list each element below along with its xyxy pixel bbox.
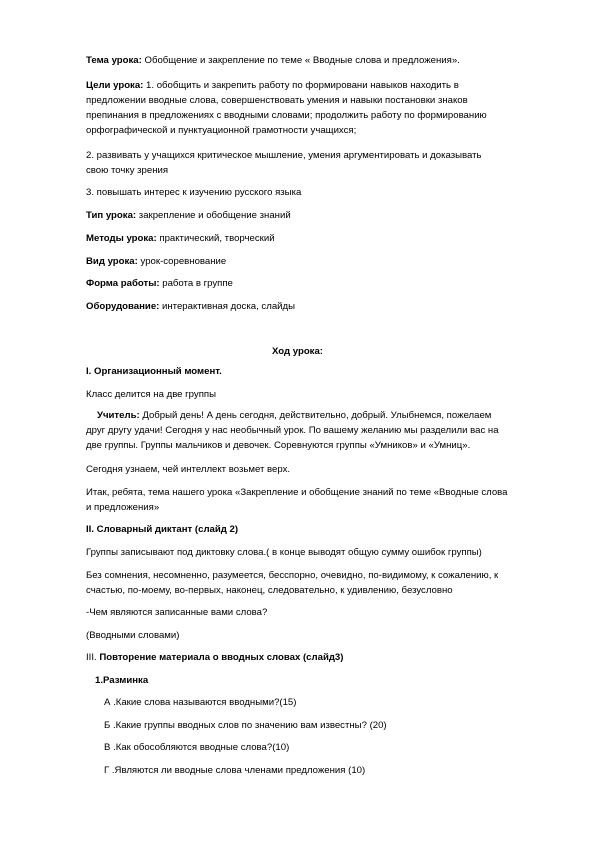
section-2-title: II. Словарный диктант (слайд 2) <box>86 524 239 535</box>
goals-line-1 <box>86 80 459 92</box>
section-3-title <box>86 652 343 664</box>
section-3-prefix: III. <box>86 652 100 663</box>
topic-value: Обобщение и закрепление по теме « Вводные слова и предложения». <box>141 55 460 66</box>
teacher-line-1 <box>97 410 491 422</box>
section-3-title-text: Повторение материала о вводных словах (слайд3) <box>99 652 344 663</box>
question-b: Б .Какие группы вводных слов по значению вам известны? (20) <box>104 720 387 731</box>
methods-value: практический, творческий <box>156 233 275 244</box>
section-1-p4-line-1: Итак, ребята, тема нашего урока «Закрепление и обобщение знаний по теме «Вводные слова <box>86 487 508 498</box>
section-2-words-line-1: Без сомнения, несомненно, разумеется, бесспорно, очевидно, по-видимому, к сожалению, к <box>86 570 499 581</box>
section-1-p1: Класс делится на две группы <box>86 389 216 400</box>
type-line <box>86 210 291 222</box>
topic-line <box>86 55 460 67</box>
section-2-answer: (Вводными словами) <box>86 630 180 641</box>
question-d: Г .Являются ли вводные слова членами предложения (10) <box>104 765 366 776</box>
methods-line <box>86 233 275 245</box>
section-1-p3: Сегодня узнаем, чей интеллект возьмет верх. <box>86 464 291 475</box>
question-c: В .Как обособляются вводные слова?(10) <box>104 742 290 753</box>
goals-text-1: 1. обобщить и закрепить работу по формировани навыков находить в <box>143 80 459 91</box>
type-label: Тип урока: <box>86 210 137 221</box>
equipment-line <box>86 301 295 313</box>
kind-value: урок-соревнование <box>137 256 227 267</box>
goals-line-2: предложении вводные слова, совершенствовать умения и навыки постановки знаков <box>86 95 468 106</box>
type-value: закрепление и обобщение знаний <box>136 210 291 221</box>
teacher-line-3: две группы. Группы мальчиков и девочек. Соревнуются группы «Умников» и «Умниц». <box>86 440 471 451</box>
teacher-label: Учитель: <box>97 410 140 421</box>
section-1-p4-line-2: и предложения» <box>86 502 160 513</box>
form-label: Форма работы: <box>86 278 160 289</box>
form-value: работа в группе <box>159 278 233 289</box>
goal3-line: 3. повышать интерес к изучению русского языка <box>86 187 302 198</box>
equipment-value: интерактивная доска, слайды <box>159 301 296 312</box>
section-1-title: I. Организационный момент. <box>86 366 222 377</box>
goals-line-3: препинания в предложениях с вводными словами; продолжить работу по формированию <box>86 110 487 121</box>
goal2-line-2: свою точку зрения <box>86 165 169 176</box>
lesson-title: Ход урока: <box>271 346 324 357</box>
goal2-line-1: 2. развивать у учащихся критическое мышление, умения аргументировать и доказывать <box>86 150 482 161</box>
goals-line-4: орфографической и пунктуационной грамотности учащихся; <box>86 125 357 136</box>
methods-label: Методы урока: <box>86 233 157 244</box>
section-2-question: -Чем являются записанные вами слова? <box>86 607 268 618</box>
goals-label: Цели урока: <box>86 80 144 91</box>
warmup-heading: 1.Разминка <box>95 675 149 686</box>
kind-line <box>86 256 226 268</box>
topic-label: Тема урока: <box>86 55 142 66</box>
kind-label: Вид урока: <box>86 256 138 267</box>
section-2-words-line-2: счастью, по-моему, во-первых, наконец, следовательно, к удивлению, безусловно <box>86 585 453 596</box>
form-line <box>86 278 233 290</box>
section-2-p1: Группы записывают под диктовку слова.( в конце выводят общую сумму ошибок группы) <box>86 547 482 558</box>
teacher-line-2: друг другу удачи! Сегодня у нас необычный урок. По вашему желанию мы разделили вас на <box>86 425 499 436</box>
equipment-label: Оборудование: <box>86 301 160 312</box>
teacher-text-1: Добрый день! А день сегодня, действительно, добрый. Улыбнемся, пожелаем <box>139 410 492 421</box>
question-a: А .Какие слова называются вводными?(15) <box>104 697 297 708</box>
